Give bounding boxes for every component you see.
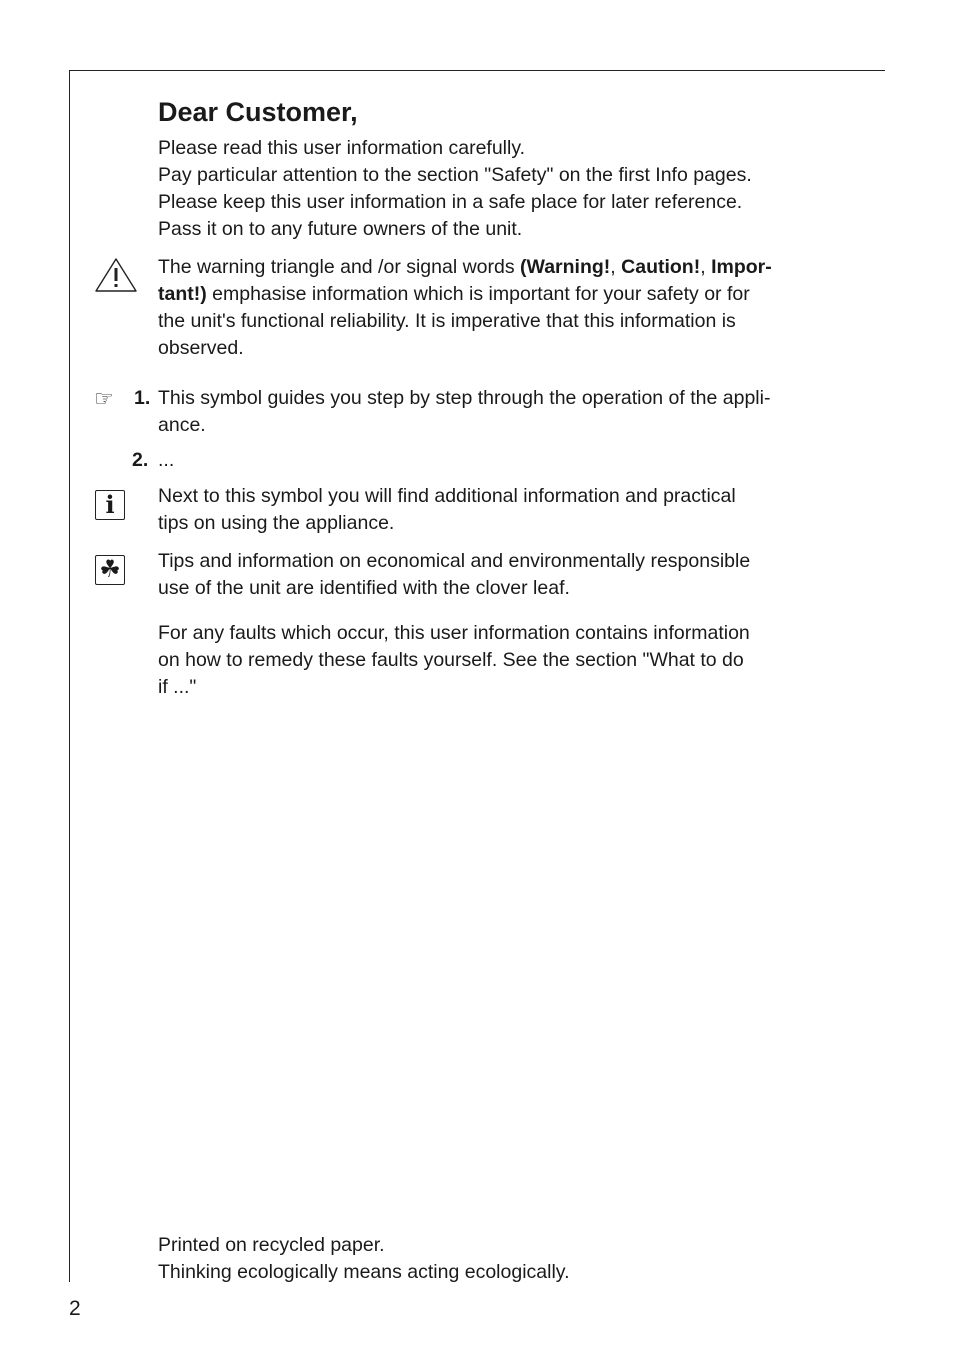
step-2-text: ... xyxy=(158,449,175,471)
pointing-hand-icon: ☞ xyxy=(94,386,114,411)
intro-line: Pay particular attention to the section "Safety" on the first Info pages. xyxy=(158,164,752,186)
left-rule xyxy=(69,70,70,1282)
step-line: This symbol guides you step by step through the operation of the appli- xyxy=(158,387,771,409)
info-line: Next to this symbol you will find additional information and practical xyxy=(158,485,736,507)
faults-line: on how to remedy these faults yourself. See the section "What to do xyxy=(158,649,744,671)
step-number: 1. xyxy=(134,387,151,409)
intro-line: Please read this user information carefully. xyxy=(158,137,526,159)
faults-line: For any faults which occur, this user information contains information xyxy=(158,622,750,644)
footer-line: Thinking ecologically means acting ecologically. xyxy=(158,1261,570,1283)
page-title: Dear Customer, xyxy=(158,97,358,127)
intro-paragraph xyxy=(158,135,858,243)
top-rule xyxy=(69,70,885,71)
step-line: ance. xyxy=(158,414,206,436)
footer-line: Printed on recycled paper. xyxy=(158,1234,385,1256)
separator: , xyxy=(610,256,622,278)
step-1-text xyxy=(158,385,858,439)
warning-triangle-icon xyxy=(94,257,138,293)
intro-line: Pass it on to any future owners of the unit. xyxy=(158,218,523,240)
clover-leaf-glyph: ☘ xyxy=(99,556,121,583)
info-icon xyxy=(95,490,125,520)
clover-leaf-icon xyxy=(95,555,125,585)
caution-word: Caution! xyxy=(621,256,701,278)
warning-paragraph xyxy=(158,254,858,362)
step-number: 2. xyxy=(132,449,149,471)
eco-line: use of the unit are identified with the clover leaf. xyxy=(158,577,570,599)
faults-paragraph xyxy=(158,620,858,701)
info-line: tips on using the appliance. xyxy=(158,512,395,534)
warning-text: The warning triangle and /or signal words xyxy=(158,256,521,278)
eco-tip-paragraph xyxy=(158,548,858,602)
warning-text: emphasise information which is important for your safety or for xyxy=(206,283,750,305)
important-word-end: tant!) xyxy=(158,283,207,305)
warning-line: the unit's functional reliability. It is imperative that this information is xyxy=(158,310,736,332)
info-tip-paragraph xyxy=(158,483,858,537)
intro-line: Please keep this user information in a safe place for later reference. xyxy=(158,191,743,213)
warning-line xyxy=(158,254,858,281)
warning-line xyxy=(158,281,858,308)
warning-word: (Warning! xyxy=(520,256,611,278)
footer-note xyxy=(158,1232,858,1286)
page-number: 2 xyxy=(69,1297,81,1320)
separator: , xyxy=(700,256,712,278)
faults-line: if ..." xyxy=(158,676,197,698)
info-icon-glyph: i xyxy=(105,490,115,519)
important-word: Impor- xyxy=(711,256,772,278)
eco-line: Tips and information on economical and environmentally responsible xyxy=(158,550,751,572)
warning-line: observed. xyxy=(158,337,244,359)
